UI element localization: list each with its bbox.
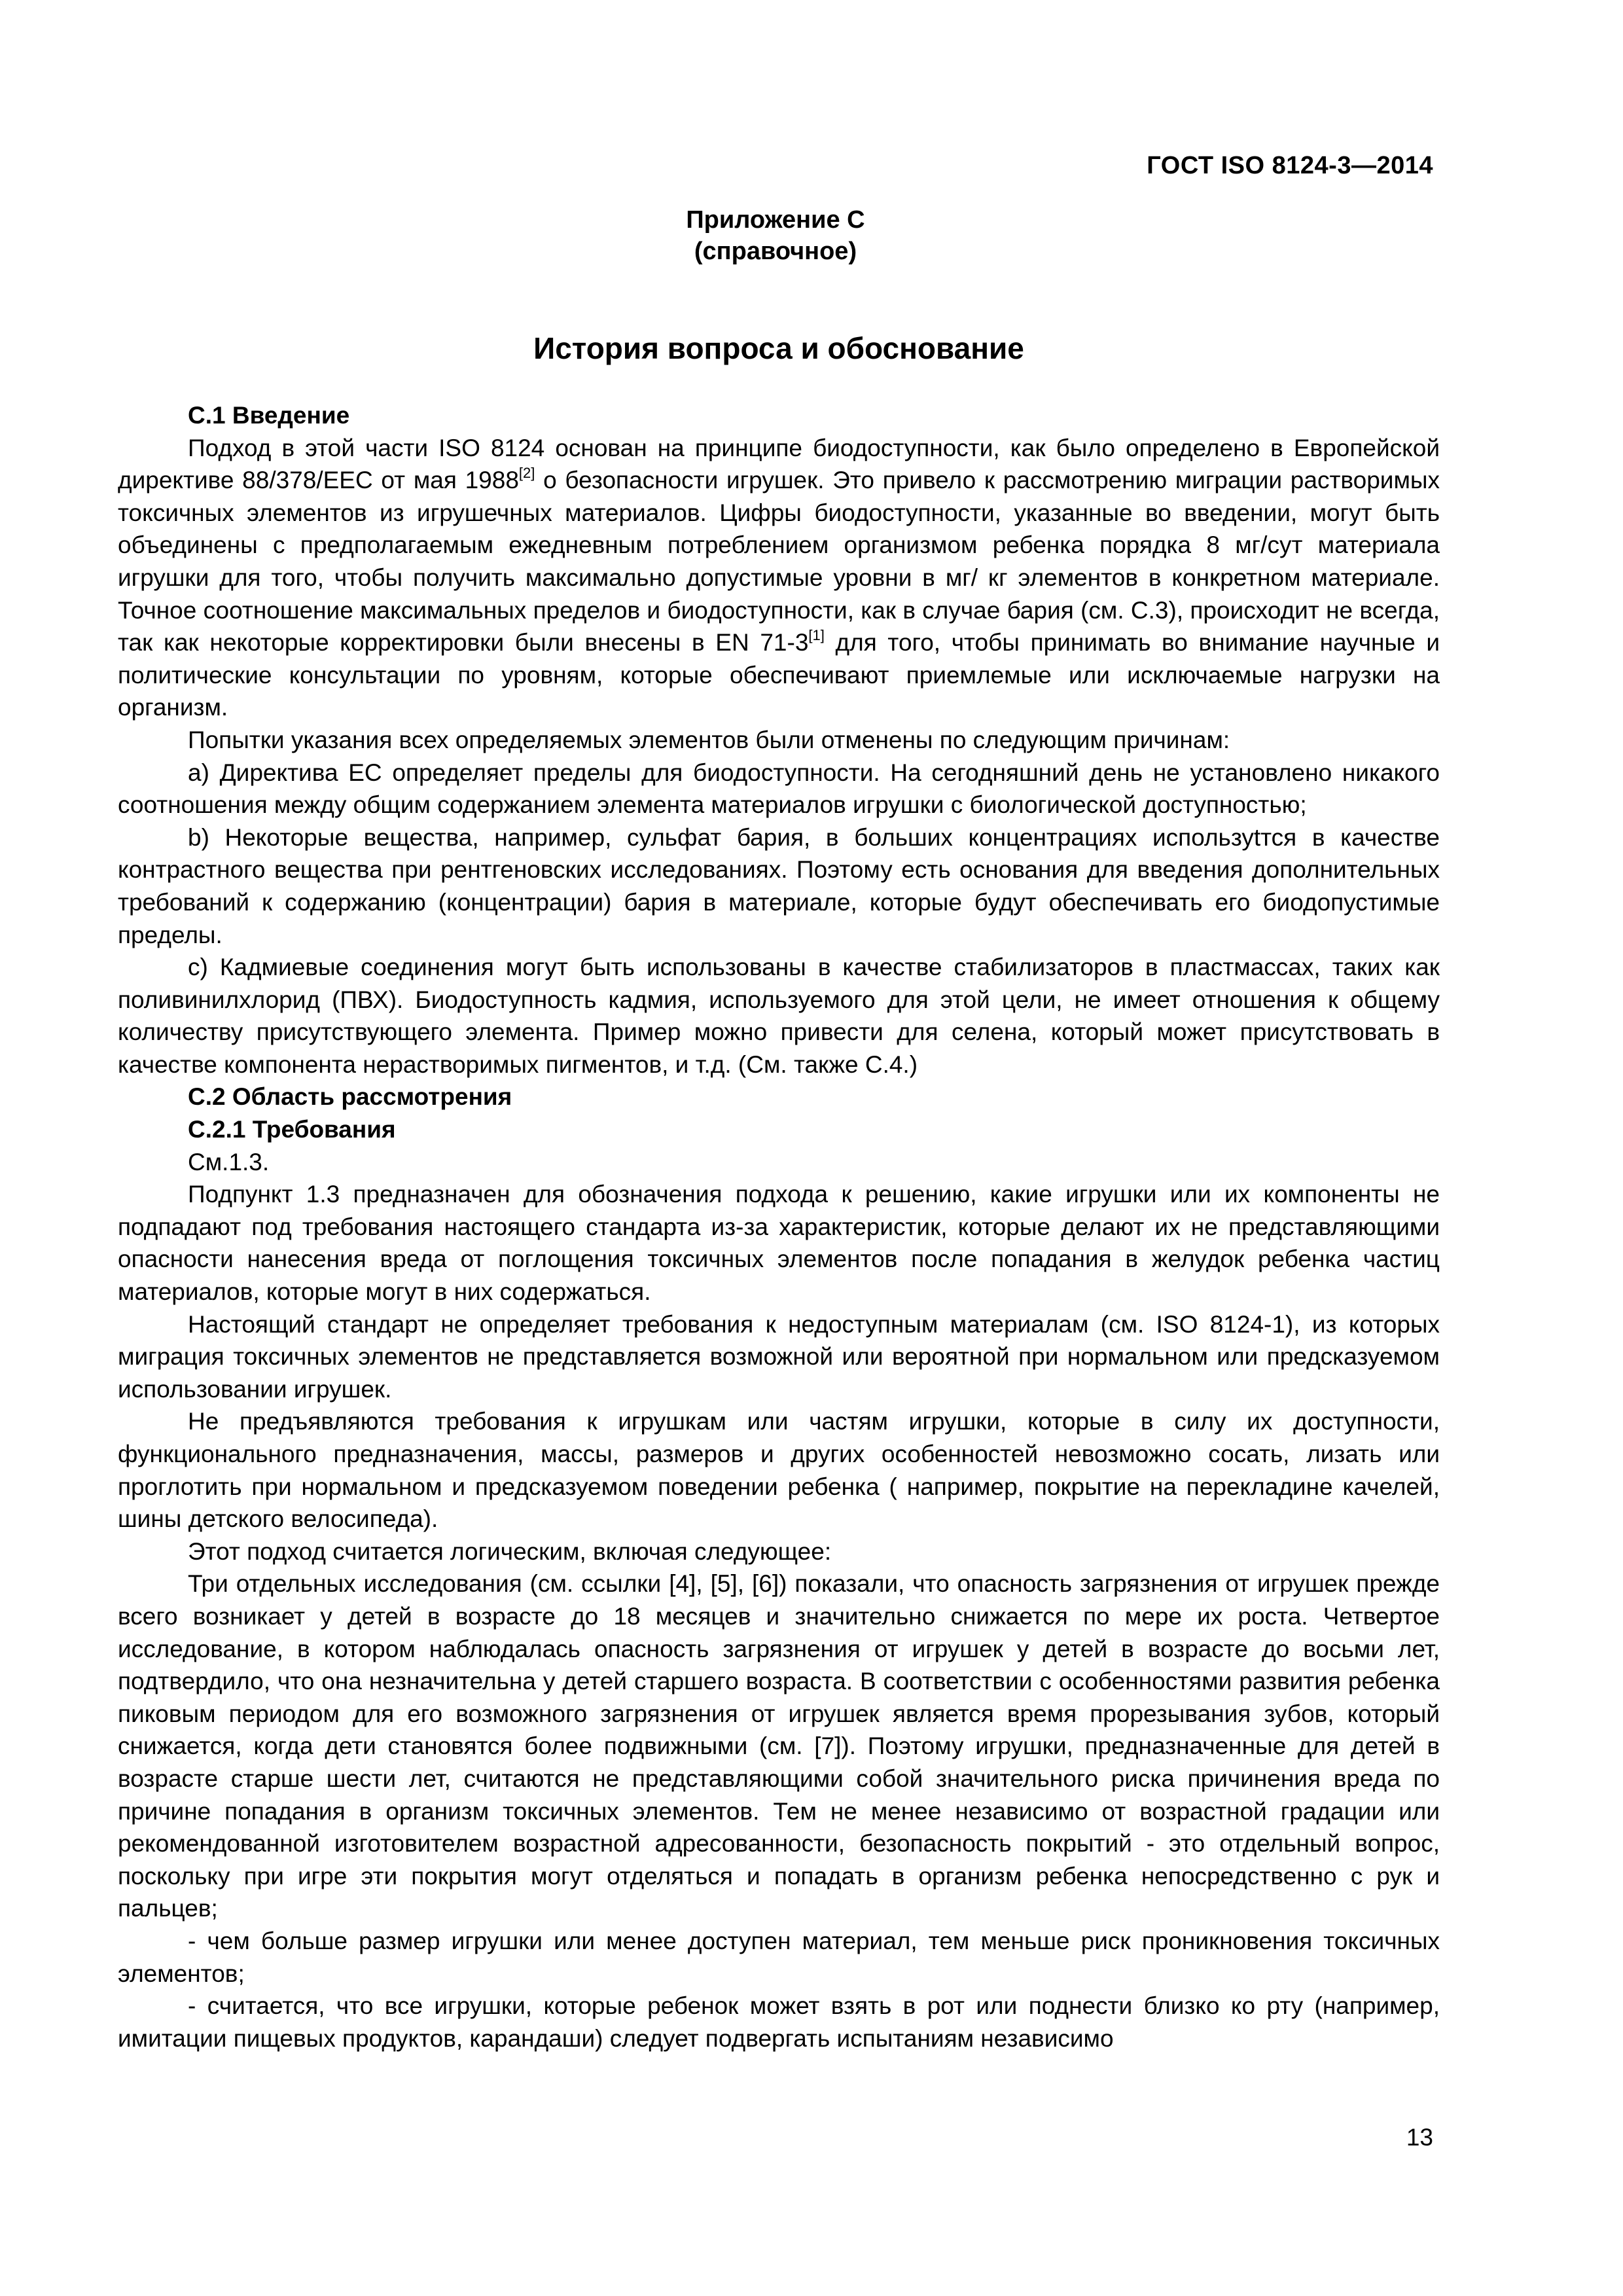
list-item-c: c) Кадмиевые соединения могут быть использованы в качестве стабилизаторов в пластмассах, таких как поливинилхлорид (ПВХ). Биодоступность кадмия, используемого для этой цели, не имеет отношения к общему количеству присутствующего элемента. Пример можно привести для селена, который может присутствовать в качестве компонента нерастворимых пигментов, и т.д. (См. также С.4.): [118, 954, 1440, 1078]
paragraph: [118, 432, 1440, 724]
paragraph-text: о безопасности игрушек. Это привело к рассмотрению миграции растворимых токсичных элементов из игрушечных материалов. Цифры биодоступности, указанные во введении, могут быть объединены с предполагаемым ежедневным потреблением организмом ребенка порядка 8 мг/сут материала игрушки для того, чтобы получить максимально допустимые уровни в мг/ кг элементов в конкретном материале. Точное соотношение максимальных пределов и биодоступности, как в случае бария (см. С.3), происходит не всегда, так как некоторые корректировки были внесены в EN 71-3: [118, 467, 1440, 656]
paragraph: Три отдельных исследования (см. ссылки [4], [5], [6]) показали, что опасность загрязнения от игрушек прежде всего возникает у детей в возрасте до 18 месяцев и значительно снижается по мере их роста. Четвертое исследование, в котором наблюдалась опасность загрязнения от игрушек у детей в возрасте до восьми лет, подтвердило, что она незначительна у детей старшего возраста. В соответствии с особенностями развития ребенка пиковым периодом для его возможного загрязнения от игрушек является время прорезывания зубов, который снижается, когда дети становятся более подвижными (см. [7]). Поэтому игрушки, предназначенные для детей в возрасте старше шести лет, считаются не представляющими собой значительного риска причинения вреда по причине попадания в организм токсичных элементов. Тем не менее независимо от возрастной градации или рекомендованной изготовителем возрастной адресованности, безопасность покрытий - это отдельный вопрос, поскольку при игре эти покрытия могут отделяться и попадать в организм ребенка непосредственно с рук и пальцев;: [118, 1570, 1440, 1922]
section-heading-c21: C.2.1 Требования: [188, 1116, 396, 1143]
paragraph: - чем больше размер игрушки или менее доступен материал, тем меньше риск проникновения токсичных элементов;: [118, 1927, 1440, 1987]
paragraph: Подпункт 1.3 предназначен для обозначения подхода к решению, какие игрушки или их компоненты не подпадают под требования настоящего стандарта из-за характеристик, которые делают их не представляющими опасности нанесения вреда от поглощения токсичных элементов после попадания в желудок ребенка частиц материалов, которые могут в них содержаться.: [118, 1181, 1440, 1306]
page-number: 13: [1406, 2124, 1433, 2151]
list-item-b: b) Некоторые вещества, например, сульфат бария, в больших концентрациях используtтся в качестве контрастного вещества при рентгеновских исследованиях. Поэтому есть основания для введения дополнительных требований к содержанию (концентрации) бария в материале, которые будут обеспечивать его биодопустимые пределы.: [118, 823, 1440, 948]
paragraph: Попытки указания всех определяемых элементов были отменены по следующим причинам:: [188, 726, 1230, 753]
paragraph: Настоящий стандарт не определяет требования к недоступным материалам (см. ISO 8124-1), из которых миграция токсичных элементов не представляется возможной или вероятной при нормальном или предсказуемом использовании игрушек.: [118, 1310, 1440, 1403]
annex-type: (справочное): [694, 238, 857, 265]
document-body: [118, 399, 1440, 2054]
section-heading-c2: C.2 Область рассмотрения: [188, 1083, 512, 1111]
paragraph: Этот подход считается логическим, включая следующее:: [188, 1537, 832, 1565]
section-heading-c1: C.1 Введение: [188, 402, 350, 429]
reference-superscript: [2]: [518, 465, 535, 482]
paragraph: Не предъявляются требования к игрушкам или частям игрушки, которые в силу их доступности, функционального предназначения, массы, размеров и других особенностей невозможно сосать, лизать или проглотить при нормальном и предсказуемом поведении ребенка ( например, покрытие на перекладине качелей, шины детского велосипеда).: [118, 1408, 1440, 1533]
paragraph-text: для того, чтобы принимать во внимание научные и политические консультации по уровням, которые обеспечивают приемлемые или исключаемые нагрузки на организм.: [118, 629, 1440, 721]
list-item-a: a) Директива ЕС определяет пределы для биодоступности. На сегодняшний день не установлено никакого соотношения между общим содержанием элемента материалов игрушки с биологической доступностью;: [118, 759, 1440, 819]
page-title: История вопроса и обоснование: [533, 331, 1024, 365]
document-header: ГОСТ ISO 8124-3—2014: [1147, 152, 1433, 179]
annex-title: Приложение С: [686, 206, 865, 234]
paragraph-text: Подход в этой части ISO 8124 основан на принципе биодоступности, как было определено в Европейской директиве 88/378/EEC от мая 1988: [118, 434, 1440, 494]
reference-superscript: [1]: [808, 627, 825, 644]
paragraph: См.1.3.: [188, 1148, 270, 1175]
annex-label: [0, 204, 1551, 267]
paragraph: - считается, что все игрушки, которые ребенок может взять в рот или поднести близко ко рту (например, имитации пищевых продуктов, карандаши) следует подвергать испытаниям независимо: [118, 1992, 1440, 2052]
